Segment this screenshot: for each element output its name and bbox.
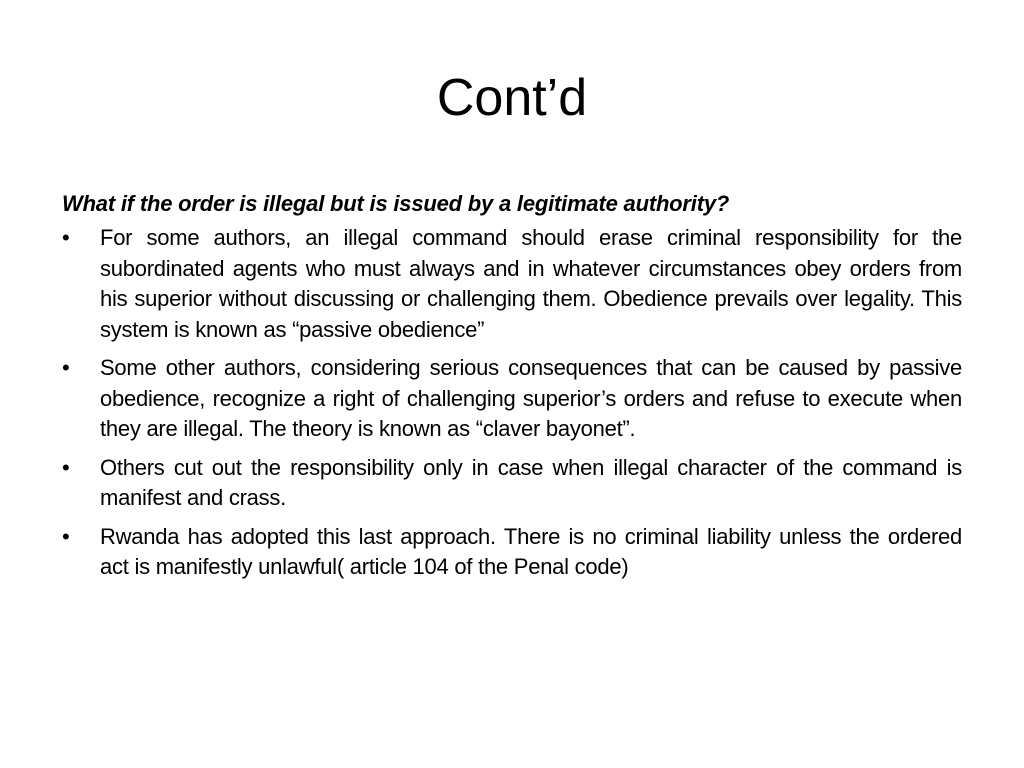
question-heading: What if the order is illegal but is issued by a legitimate authority? (62, 191, 730, 216)
bullet-list (62, 223, 962, 583)
bullet-item (62, 223, 962, 345)
bullet-icon: • (62, 454, 70, 480)
bullet-icon: • (62, 355, 70, 380)
slide-content (62, 188, 962, 591)
bullet-item (62, 453, 962, 514)
bullet-item (62, 522, 962, 583)
slide-title: Cont’d (436, 69, 588, 127)
bullet-icon: • (62, 523, 70, 549)
bullet-text: Rwanda has adopted this last approach. There is no criminal liability unless the ordered act is manifestly unlawful( article 104 of the Penal code) (100, 523, 962, 579)
bullet-text: Others cut out the responsibility only in case when illegal character of the command is manifest and crass. (100, 454, 962, 510)
bullet-item (62, 353, 962, 445)
bullet-text: Some other authors, considering serious consequences that can be caused by passive obedience, recognize a right of challenging superior’s orders and refuse to execute when they are illegal. The theory is known as “claver bayonet”. (100, 355, 962, 441)
bullet-text: For some authors, an illegal command should erase criminal responsibility for the subordinated agents who must always and in whatever circumstances obey orders from his superior without discussing or challenging them. Obedience prevails over legality. This system is known as “passive obedience” (100, 225, 962, 342)
bullet-icon: • (62, 225, 70, 250)
